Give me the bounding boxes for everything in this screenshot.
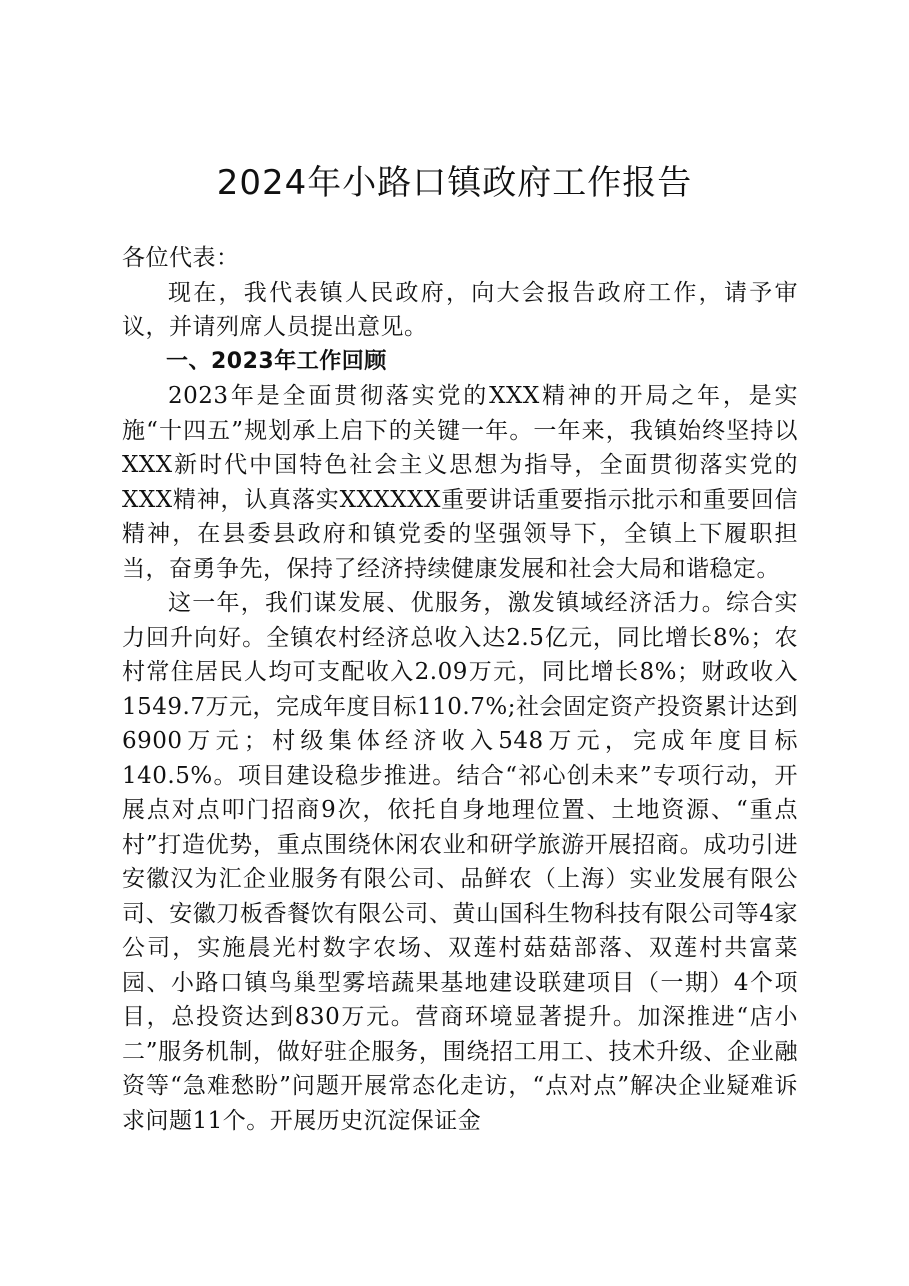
- intro-paragraph: 现在，我代表镇人民政府，向大会报告政府工作，请予审议，并请列席人员提出意见。: [122, 279, 798, 340]
- document-body: [122, 241, 798, 1138]
- salutation: 各位代表：: [122, 245, 240, 271]
- section-heading: 一、2023年工作回顾: [166, 348, 387, 374]
- paragraph-economy: 这一年，我们谋发展、优服务，激发镇域经济活力。综合实力回升向好。全镇农村经济总收入达2.5亿元，同比增长8%；农村常住居民人均可支配收入2.09万元，同比增长8%；财政收入1549.7万元，完成年度目标110.7%;社会固定资产投资累计达到6900万元；村级集体经济收入548万元，完成年度目标140.5%。项目建设稳步推进。结合“祁心创未来”专项行动，开展点对点叩门招商9次，依托自身地理位置、土地资源、“重点村”打造优势，重点围绕休闲农业和研学旅游开展招商。成功引进安徽汉为汇企业服务有限公司、品鲜农（上海）实业发展有限公司、安徽刀板香餐饮有限公司、黄山国科生物科技有限公司等4家公司，实施晨光村数字农场、双莲村菇菇部落、双莲村共富菜园、小路口镇鸟巢型雾培蔬果基地建设联建项目（一期）4个项目，总投资达到830万元。营商环境显著提升。加深推进“店小二”服务机制，做好驻企服务，围绕招工用工、技术升级、企业融资等“急难愁盼”问题开展常态化走访，“点对点”解决企业疑难诉求问题11个。开展历史沉淀保证金: [122, 590, 798, 1134]
- paragraph-review-overview: 2023年是全面贯彻落实党的XXX精神的开局之年，是实施“十四五”规划承上启下的关键一年。一年来，我镇始终坚持以XXX新时代中国特色社会主义思想为指导，全面贯彻落实党的XXX精神，认真落实XXXXXX重要讲话重要指示批示和重要回信精神，在县委县政府和镇党委的坚强领导下，全镇上下履职担当，奋勇争先，保持了经济持续健康发展和社会大局和谐稳定。: [122, 383, 798, 582]
- document-title: 2024年小路口镇政府工作报告: [216, 163, 693, 203]
